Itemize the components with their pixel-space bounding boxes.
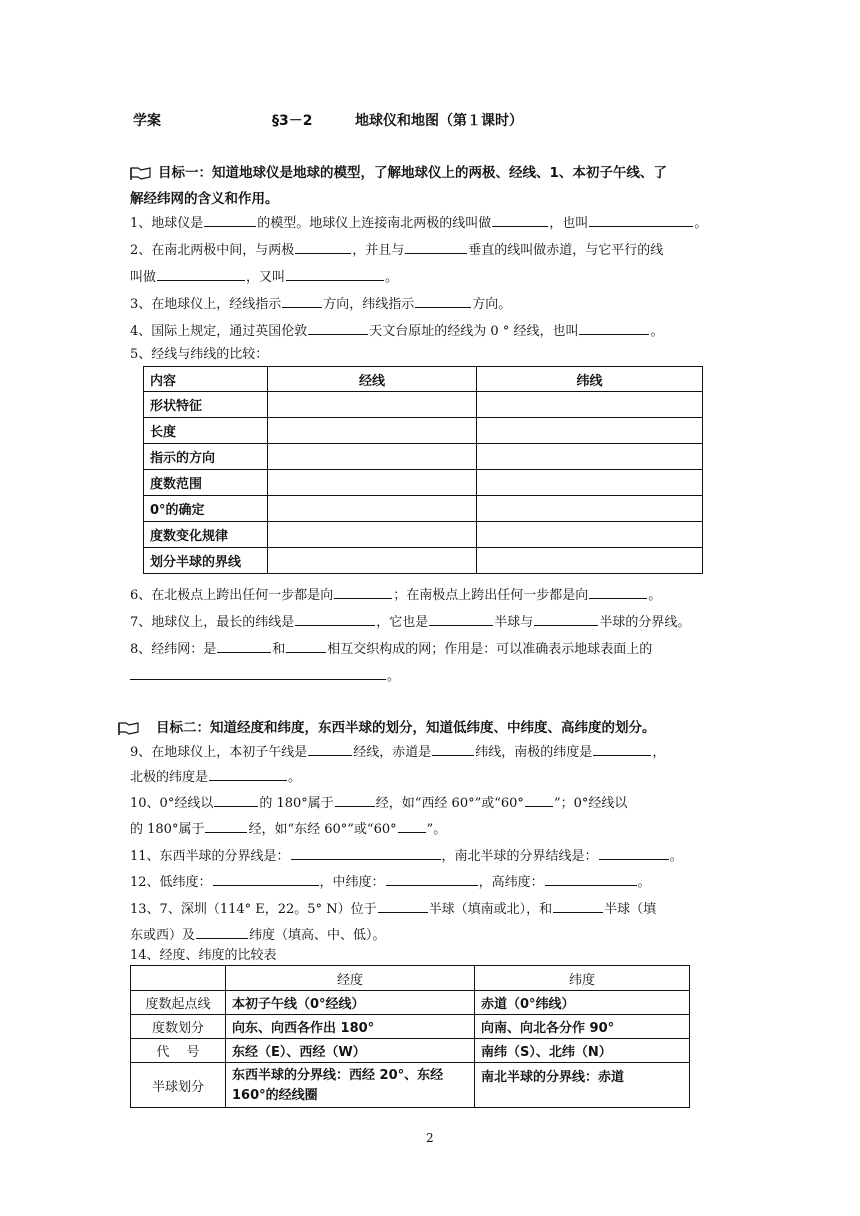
blank-cell[interactable] — [268, 470, 477, 496]
table-row — [144, 548, 703, 574]
question-2-cont: 叫做 ，又叫 。 — [130, 266, 398, 288]
table-row — [144, 392, 703, 418]
row-label: 度数范围 — [144, 470, 268, 496]
table-row — [144, 444, 703, 470]
longitude-cell: 向东、向西各作出 180° — [226, 1015, 475, 1039]
question-13-cont: 东或西）及 纬度（填高、中、低）。 — [130, 924, 386, 946]
question-7: 7、地球仪上，最长的纬线是 ，它也是 半球与 半球的分界线。 — [130, 611, 690, 633]
table-row — [131, 1039, 690, 1063]
row-label: 度数划分 — [131, 1015, 226, 1039]
table1-header: 内容 — [144, 367, 268, 392]
question-1: 1、地球仪是 的模型。地球仪上连接南北两极的线叫做 ，也叫 。 — [130, 212, 707, 234]
question-3: 3、在地球仪上，经线指示 方向，纬线指示 方向。 — [130, 293, 511, 315]
section-number: §3－2 — [272, 113, 313, 129]
question-10-cont: 的 180°属于 经，如“东经 60°”或“60° ”。 — [130, 818, 446, 840]
blank-cell[interactable] — [268, 392, 477, 418]
question-12: 12、低纬度： ，中纬度： ，高纬度： 。 — [130, 871, 651, 893]
table-row — [131, 1063, 690, 1108]
table-row — [144, 418, 703, 444]
row-label: 度数起点线 — [131, 991, 226, 1015]
latitude-cell: 赤道（0°纬线） — [475, 991, 690, 1015]
page-title: 地球仪和地图（第１课时） — [355, 113, 523, 129]
goal1-title: 目标一：知道地球仪是地球的模型，了解地球仪上的两极、经线、1、本初子午线、了 — [130, 161, 667, 181]
question-6: 6、在北极点上跨出任何一步都是向 ；在南极点上跨出任何一步都是向 。 — [130, 584, 661, 606]
question-9-cont: 北极的纬度是 。 — [130, 766, 301, 788]
doc-label: 学案 — [133, 113, 161, 129]
blank-cell[interactable] — [268, 444, 477, 470]
table-row — [144, 496, 703, 522]
blank-cell[interactable] — [268, 496, 477, 522]
flag-icon — [130, 166, 152, 180]
table2-header — [131, 966, 226, 991]
question-8-cont: 。 — [130, 665, 400, 687]
blank-cell[interactable] — [268, 522, 477, 548]
table-row — [144, 470, 703, 496]
longitude-latitude-table — [130, 965, 690, 1108]
blank-cell[interactable] — [477, 470, 703, 496]
page-number: 2 — [426, 1131, 434, 1145]
row-label: 半球划分 — [131, 1063, 226, 1108]
longitude-cell: 本初子午线（0°经线） — [226, 991, 475, 1015]
row-label: 长度 — [144, 418, 268, 444]
question-2: 2、在南北两极中间，与两极 ，并且与 垂直的线叫做赤道，与它平行的线 — [130, 239, 663, 261]
latitude-cell: 南北半球的分界线：赤道 — [475, 1063, 690, 1108]
latitude-cell: 向南、向北各分作 90° — [475, 1015, 690, 1039]
flag-icon — [118, 721, 140, 735]
longitude-cell: 东西半球的分界线：西经 20°、东经 160°的经线圈 — [226, 1063, 475, 1108]
table2-header: 纬度 — [475, 966, 690, 991]
blank-cell[interactable] — [268, 418, 477, 444]
question-4: 4、国际上规定，通过英国伦敦 天文台原址的经线为 0 ° 经线，也叫 。 — [130, 320, 663, 342]
row-label: 指示的方向 — [144, 444, 268, 470]
question-8: 8、经纬网：是 和 相互交织构成的网；作用是：可以准确表示地球表面上的 — [130, 638, 652, 660]
table-row — [131, 1015, 690, 1039]
row-label: 度数变化规律 — [144, 522, 268, 548]
row-label: 代 号 — [131, 1039, 226, 1063]
table-row — [131, 991, 690, 1015]
blank-cell[interactable] — [268, 548, 477, 574]
goal1-title-cont: 解经纬网的含义和作用。 — [130, 191, 279, 207]
blank-cell[interactable] — [477, 418, 703, 444]
question-9: 9、在地球仪上，本初子午线是 经线，赤道是 纬线，南极的纬度是 ， — [130, 741, 665, 763]
goal2-title: 目标二：知道经度和纬度，东西半球的划分，知道低纬度、中纬度、高纬度的划分。 — [118, 716, 656, 736]
blank-cell[interactable] — [477, 548, 703, 574]
blank-cell[interactable] — [477, 522, 703, 548]
latitude-cell: 南纬（S）、北纬（N） — [475, 1039, 690, 1063]
question-10: 10、0°经线以 的 180°属于 经，如“西经 60°”或“60° ”；0°经线以 — [130, 792, 627, 814]
meridian-parallel-table — [143, 366, 703, 574]
question-13: 13、7、深圳（114° E，22。5° N）位于 半球（填南或北），和 半球（填 — [130, 898, 656, 920]
table-row — [144, 522, 703, 548]
blank-cell[interactable] — [477, 496, 703, 522]
longitude-cell: 东经（E）、西经（W） — [226, 1039, 475, 1063]
table1-header: 纬线 — [477, 367, 703, 392]
blank-cell[interactable] — [477, 444, 703, 470]
table2-header: 经度 — [226, 966, 475, 991]
row-label: 0°的确定 — [144, 496, 268, 522]
blank-cell[interactable] — [477, 392, 703, 418]
question-11: 11、东西半球的分界线是： ，南北半球的分界结线是： 。 — [130, 845, 683, 867]
question-5: 5、经线与纬线的比较： — [130, 347, 269, 362]
question-14: 14、经度、纬度的比较表 — [130, 948, 277, 963]
row-label: 划分半球的界线 — [144, 548, 268, 574]
row-label: 形状特征 — [144, 392, 268, 418]
table1-header: 经线 — [268, 367, 477, 392]
